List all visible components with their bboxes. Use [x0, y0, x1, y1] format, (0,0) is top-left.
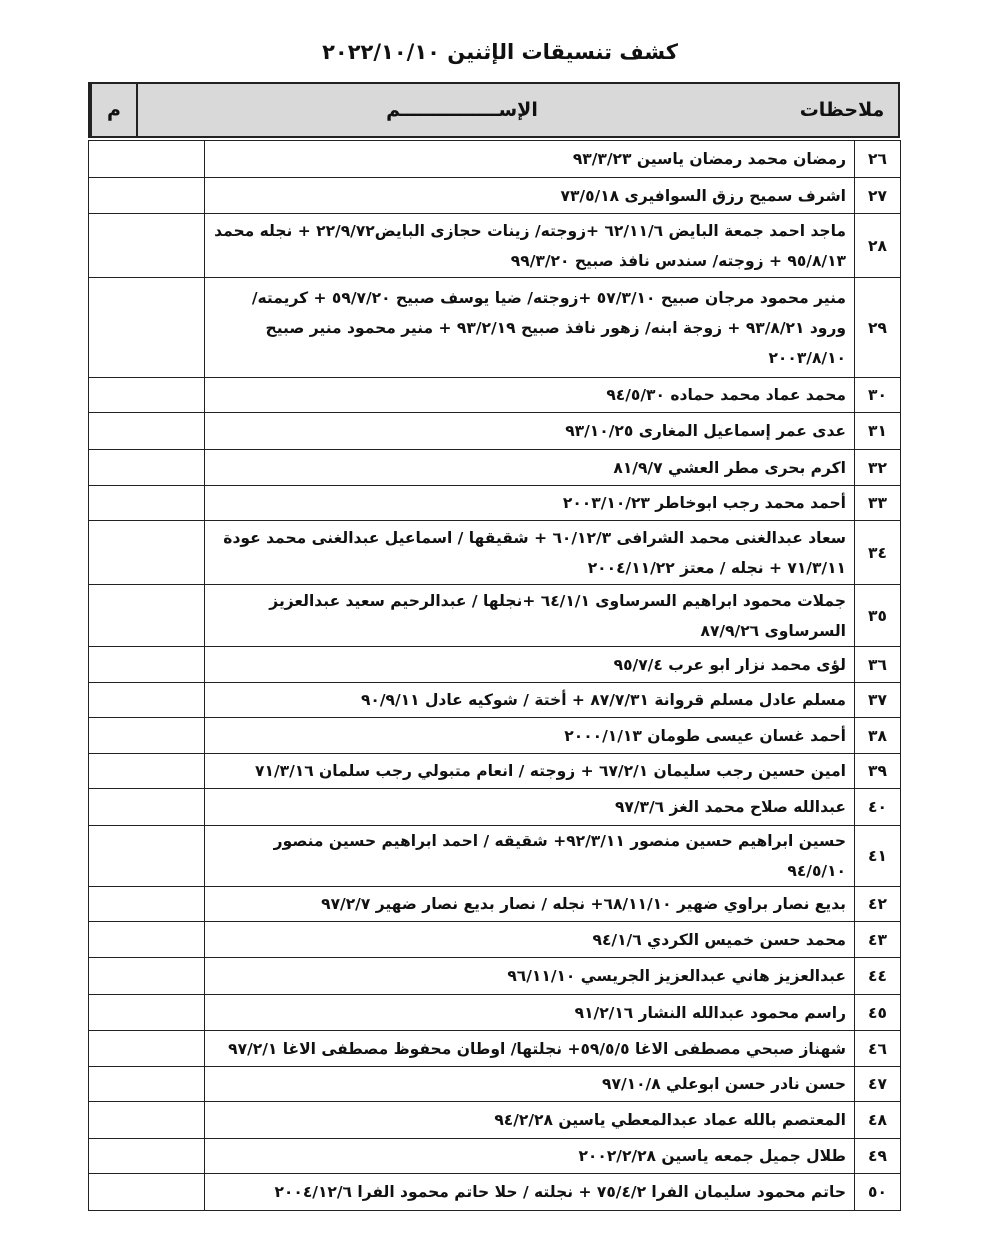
names-table — [88, 140, 901, 1211]
row-number-cell: ٤٧ — [855, 1067, 901, 1102]
notes-cell — [89, 1067, 205, 1102]
row-number-cell: ٢٩ — [855, 278, 901, 378]
table-row — [89, 214, 901, 278]
row-number-cell: ٣٩ — [855, 754, 901, 789]
row-number-cell: ٤١ — [855, 826, 901, 887]
table-row — [89, 178, 901, 214]
name-cell: المعتصم بالله عماد عبدالمعطي ياسين ٩٤/٢/٢٨ — [205, 1102, 855, 1139]
name-cell: امين حسين رجب سليمان ٦٧/٢/١ + زوجته / انعام متبولي رجب سلمان ٧١/٣/١٦ — [205, 754, 855, 789]
name-cell: أحمد غسان عيسى طومان ٢٠٠٠/١/١٣ — [205, 718, 855, 754]
name-cell: جملات محمود ابراهيم السرساوى ٦٤/١/١ +نجلها / عبدالرحيم سعيد عبدالعزيز السرساوى ٨٧/٩/٢٦ — [205, 585, 855, 647]
table-row — [89, 585, 901, 647]
row-number-cell: ٢٨ — [855, 214, 901, 278]
table-row — [89, 378, 901, 413]
notes-cell — [89, 1174, 205, 1211]
row-number-cell: ٣٢ — [855, 450, 901, 486]
notes-cell — [89, 378, 205, 413]
row-number-cell: ٣٥ — [855, 585, 901, 647]
table-row — [89, 683, 901, 718]
header-notes: ملاحظات — [799, 99, 885, 121]
name-cell: عبدالعزيز هاني عبدالعزيز الجريسي ٩٦/١١/١٠ — [205, 958, 855, 995]
name-cell: لؤى محمد نزار ابو عرب ٩٥/٧/٤ — [205, 647, 855, 683]
table-row — [89, 521, 901, 585]
row-number-cell: ٣٨ — [855, 718, 901, 754]
name-cell: محمد عماد محمد حماده ٩٤/٥/٣٠ — [205, 378, 855, 413]
table-row — [89, 1067, 901, 1102]
notes-cell — [89, 718, 205, 754]
row-number-cell: ٤٨ — [855, 1102, 901, 1139]
notes-cell — [89, 887, 205, 922]
table-row — [89, 450, 901, 486]
table-row — [89, 718, 901, 754]
name-cell: أحمد محمد رجب ابوخاطر ٢٠٠٣/١٠/٢٣ — [205, 486, 855, 521]
table-row — [89, 887, 901, 922]
name-cell: شهناز صبحي مصطفى الاغا ٥٩/٥/٥+ نجلتها/ اوطان محفوظ مصطفى الاغا ٩٧/٢/١ — [205, 1031, 855, 1067]
name-cell: ماجد احمد جمعة البايض ٦٢/١١/٦ +زوجته/ زينات حجازى البايض٢٢/٩/٧٢ + نجله محمد ٩٥/٨/١٣ + زوجته/ سندس نافذ صبيح ٩٩/٣/٢٠ — [205, 214, 855, 278]
notes-cell — [89, 1102, 205, 1139]
notes-cell — [89, 683, 205, 718]
row-number-cell: ٤٩ — [855, 1139, 901, 1174]
name-cell: اشرف سميح رزق السوافيرى ٧٣/٥/١٨ — [205, 178, 855, 214]
row-number-cell: ٥٠ — [855, 1174, 901, 1211]
name-cell: اكرم بحرى مطر العشي ٨١/٩/٧ — [205, 450, 855, 486]
table-row — [89, 1031, 901, 1067]
table-row — [89, 958, 901, 995]
name-cell: منير محمود مرجان صبيح ٥٧/٣/١٠ +زوجته/ ضيا يوسف صبيح ٥٩/٧/٢٠ + كريمته/ ورود ٩٣/٨/٢١ + زوجة ابنه/ زهور نافذ صبيح ٩٣/٢/١٩ + منير محمود منير صبيح ٢٠٠٣/٨/١٠ — [205, 278, 855, 378]
notes-cell — [89, 214, 205, 278]
name-cell: طلال جميل جمعه ياسين ٢٠٠٢/٢/٢٨ — [205, 1139, 855, 1174]
row-number-cell: ٣١ — [855, 413, 901, 450]
row-number-cell: ٤٤ — [855, 958, 901, 995]
table-row — [89, 1139, 901, 1174]
row-number-cell: ٣٧ — [855, 683, 901, 718]
name-cell: بديع نصار براوي ضهير ٦٨/١١/١٠+ نجله / نصار بديع نصار ضهير ٩٧/٢/٧ — [205, 887, 855, 922]
row-number-cell: ٤٣ — [855, 922, 901, 958]
row-number-cell: ٤٦ — [855, 1031, 901, 1067]
row-number-cell: ٣٠ — [855, 378, 901, 413]
table-header — [88, 82, 900, 138]
page-title: كشف تنسيقات الإثنين ٢٠٢٢/١٠/١٠ — [322, 40, 678, 64]
table-row — [89, 995, 901, 1031]
row-number-cell: ٢٦ — [855, 141, 901, 178]
row-number-cell: ٣٦ — [855, 647, 901, 683]
name-cell: حاتم محمود سليمان الفرا ٧٥/٤/٢ + نجلته / حلا حاتم محمود الفرا ٢٠٠٤/١٢/٦ — [205, 1174, 855, 1211]
row-number-cell: ٤٠ — [855, 789, 901, 826]
notes-cell — [89, 1031, 205, 1067]
header-name: الإســـــــــــــــم — [136, 84, 786, 136]
table-row — [89, 826, 901, 887]
notes-cell — [89, 647, 205, 683]
notes-cell — [89, 922, 205, 958]
table-row — [89, 1174, 901, 1211]
notes-cell — [89, 450, 205, 486]
name-cell: مسلم عادل مسلم قروانة ٨٧/٧/٣١ + أختة / شوكيه عادل ٩٠/٩/١١ — [205, 683, 855, 718]
name-cell: حسين ابراهيم حسين منصور ٩٢/٣/١١+ شقيقه / احمد ابراهيم حسين منصور ٩٤/٥/١٠ — [205, 826, 855, 887]
name-cell: حسن نادر حسن ابوعلي ٩٧/١٠/٨ — [205, 1067, 855, 1102]
notes-cell — [89, 958, 205, 995]
table-row — [89, 486, 901, 521]
notes-cell — [89, 178, 205, 214]
row-number-cell: ٤٥ — [855, 995, 901, 1031]
notes-cell — [89, 278, 205, 378]
table-row — [89, 278, 901, 378]
table-row — [89, 141, 901, 178]
notes-cell — [89, 1139, 205, 1174]
notes-cell — [89, 789, 205, 826]
notes-cell — [89, 141, 205, 178]
table-row — [89, 754, 901, 789]
table-row — [89, 922, 901, 958]
notes-cell — [89, 754, 205, 789]
header-number: م — [90, 84, 136, 136]
row-number-cell: ٢٧ — [855, 178, 901, 214]
name-cell: سعاد عبدالغنى محمد الشرافى ٦٠/١٢/٣ + شقيقها / اسماعيل عبدالغنى محمد عودة ٧١/٣/١١ + نجله / معتز ٢٠٠٤/١١/٢٢ — [205, 521, 855, 585]
name-cell: راسم محمود عبدالله النشار ٩١/٢/١٦ — [205, 995, 855, 1031]
row-number-cell: ٣٣ — [855, 486, 901, 521]
table-row — [89, 789, 901, 826]
name-cell: محمد حسن خميس الكردي ٩٤/١/٦ — [205, 922, 855, 958]
table-row — [89, 647, 901, 683]
notes-cell — [89, 585, 205, 647]
row-number-cell: ٤٢ — [855, 887, 901, 922]
notes-cell — [89, 486, 205, 521]
notes-cell — [89, 826, 205, 887]
name-cell: رمضان محمد رمضان ياسين ٩٣/٣/٢٣ — [205, 141, 855, 178]
table-row — [89, 1102, 901, 1139]
notes-cell — [89, 413, 205, 450]
notes-cell — [89, 995, 205, 1031]
row-number-cell: ٣٤ — [855, 521, 901, 585]
name-cell: عبدالله صلاح محمد الغز ٩٧/٣/٦ — [205, 789, 855, 826]
name-cell: عدى عمر إسماعيل المغارى ٩٣/١٠/٢٥ — [205, 413, 855, 450]
table-row — [89, 413, 901, 450]
notes-cell — [89, 521, 205, 585]
